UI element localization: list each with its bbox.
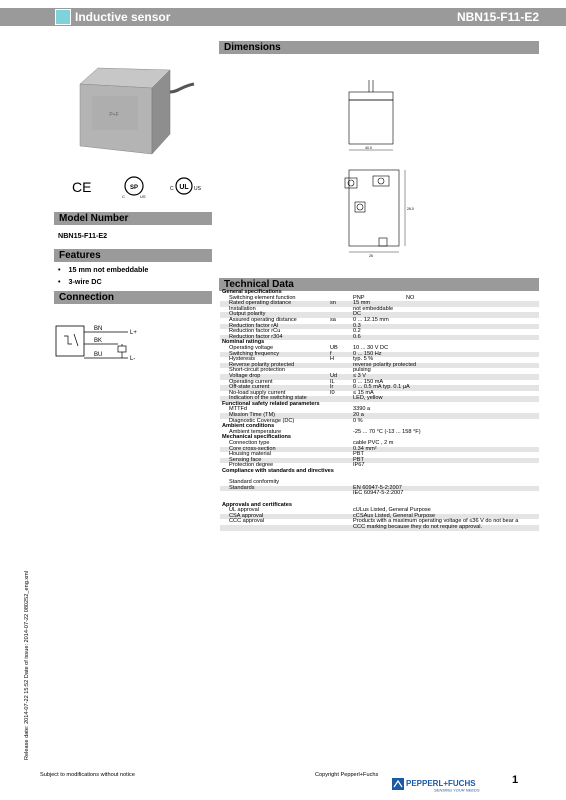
- wire-bu-label: BU: [94, 352, 103, 358]
- ce-mark-icon: [72, 179, 91, 195]
- tech-param: Operating voltage: [229, 344, 274, 351]
- tech-param: Protection degree: [229, 462, 274, 469]
- tech-value: 0 ... 150 Hz: [353, 350, 382, 357]
- tech-param: Reduction factor rCu: [229, 328, 281, 335]
- tech-value: ≤ 3 V: [353, 372, 367, 379]
- section-connection: Connection: [54, 291, 212, 304]
- section-model-number: Model Number: [54, 212, 212, 225]
- wire-bn-label: BN: [94, 326, 103, 332]
- tech-symbol: sa: [330, 316, 336, 323]
- tech-param: Standards: [229, 484, 255, 491]
- tech-value: CCC marking because they do not require approval.: [353, 523, 483, 530]
- tech-value: Products with a maximum operating voltage of ≤36 V do not bear a: [353, 518, 519, 525]
- tech-symbol: IL: [330, 378, 335, 385]
- ul-mark-icon: [170, 178, 202, 194]
- tech-param: Mission Time (TM): [229, 412, 275, 419]
- tech-value: PNP: [353, 294, 365, 301]
- tech-param: Output polarity: [229, 311, 266, 318]
- svg-text:US: US: [194, 186, 201, 192]
- tech-value: typ. 5 %: [353, 356, 374, 363]
- tech-symbol: f: [330, 350, 332, 357]
- tech-param: No-load supply current: [229, 389, 286, 396]
- tech-symbol: H: [330, 356, 335, 363]
- page-number: 1: [512, 774, 519, 786]
- tech-param: Reverse polarity protected: [229, 361, 295, 368]
- csa-mark-icon: [122, 177, 146, 199]
- tech-param: CCC approval: [229, 518, 265, 525]
- tech-symbol: UB: [330, 344, 338, 351]
- section-features: Features: [54, 249, 212, 262]
- svg-text:SP: SP: [129, 185, 139, 191]
- tech-value: DC: [353, 311, 362, 318]
- tech-param: CSA approval: [229, 512, 264, 519]
- tech-param: Housing material: [229, 451, 271, 458]
- footer-copyright: Copyright Pepperl+Fuchs: [315, 772, 379, 778]
- tech-value: 15 mm: [353, 300, 371, 307]
- sensor-product-image: [78, 62, 196, 162]
- tech-value: cULus Listed, General Purpose: [353, 507, 431, 514]
- tech-param: Voltage drop: [229, 372, 261, 379]
- tech-value: 10 ... 30 V DC: [353, 344, 389, 351]
- tech-value: 0 ... 150 mA: [353, 378, 384, 385]
- svg-text:P+F: P+F: [109, 112, 119, 118]
- tech-param: Core cross-section: [229, 445, 276, 452]
- tech-value: PBT: [353, 456, 364, 463]
- tech-header-label: Ambient conditions: [222, 423, 275, 430]
- tech-value: 0.6: [353, 333, 361, 340]
- header-bar: [0, 0, 566, 36]
- page-title: Inductive sensor: [75, 10, 171, 24]
- tech-value-extra: NO: [406, 294, 415, 301]
- tech-header-label: Mechanical specifications: [222, 434, 292, 441]
- tech-value: 0 ... 12.15 mm: [353, 316, 389, 323]
- tech-header-label: Approvals and certificates: [222, 501, 292, 508]
- feature-item: • 15 mm not embeddable: [58, 265, 148, 274]
- tech-value: 0 ... 0.5 mA typ. 0.1 µA: [353, 384, 410, 391]
- tech-param: Reduction factor r304: [229, 333, 283, 340]
- plus-label: L+: [130, 330, 137, 336]
- tech-value: IEC 60947-5-2:2007: [353, 490, 404, 497]
- tech-param: Indication of the switching state: [229, 395, 307, 402]
- tech-param: MTTFd: [229, 406, 248, 413]
- tech-symbol: sn: [330, 300, 336, 307]
- tech-value: PBT: [353, 451, 364, 458]
- tech-symbol: I0: [330, 389, 335, 396]
- tech-param: UL approval: [229, 507, 259, 514]
- model-number-value: NBN15-F11-E2: [58, 231, 108, 240]
- tech-row: [220, 525, 539, 531]
- svg-text:CE: CE: [72, 179, 92, 195]
- tech-value: 0.34 mm²: [353, 445, 377, 452]
- dim-height-label: 26.0: [407, 207, 414, 211]
- svg-text:C: C: [122, 194, 125, 199]
- dim-side-label: 26: [369, 254, 373, 258]
- tech-header-label: Nominal ratings: [222, 339, 265, 346]
- brand-name: PEPPERL+FUCHS: [406, 779, 476, 788]
- dim-width-label: 40.0: [365, 146, 372, 150]
- tech-param: Hysteresis: [229, 356, 256, 363]
- dimensions-drawing: [335, 78, 415, 258]
- tech-value: not embeddable: [353, 305, 394, 312]
- tech-symbol: Ud: [330, 372, 338, 379]
- tech-param: Reduction factor rAl: [229, 322, 279, 329]
- certification-marks: [70, 174, 210, 200]
- svg-text:US: US: [140, 194, 146, 199]
- tech-value: pulsing: [353, 367, 371, 374]
- part-number: NBN15-F11-E2: [456, 10, 539, 24]
- header-logo-square: [55, 9, 71, 25]
- tech-param: Short-circuit protection: [229, 367, 285, 374]
- section-technical-data: Technical Data: [219, 278, 539, 291]
- minus-label: L-: [130, 356, 136, 362]
- tech-param: Operating current: [229, 378, 273, 385]
- tech-param: Rated operating distance: [229, 300, 292, 307]
- tech-value: ≤ 15 mA: [353, 389, 374, 396]
- svg-text:UL: UL: [179, 184, 189, 191]
- tech-value: IP67: [353, 462, 365, 469]
- tech-value: 20 a: [353, 412, 364, 419]
- svg-text:C: C: [170, 186, 174, 192]
- tech-value: EN 60947-5-2:2007: [353, 484, 402, 491]
- tech-header-label: General specifications: [222, 289, 282, 295]
- tech-param: Standard conformity: [229, 479, 280, 486]
- tech-value: cCSAus Listed, General Purpose: [353, 512, 436, 519]
- tech-param: Diagnostic Coverage (DC): [229, 417, 295, 424]
- tech-header-label: Compliance with standards and directives: [222, 468, 334, 474]
- tech-symbol: Ir: [330, 384, 334, 391]
- features-list: [58, 265, 148, 289]
- tech-value: 0 %: [353, 417, 363, 424]
- tech-param: Installation: [229, 305, 256, 312]
- tech-value: -25 ... 70 °C (-13 ... 158 °F): [353, 428, 421, 435]
- tech-param: Ambient temperature: [229, 428, 282, 435]
- connection-diagram: [54, 318, 154, 366]
- tech-value: LED, yellow: [353, 395, 383, 402]
- tech-param: Connection type: [229, 440, 270, 447]
- tech-header-label: Functional safety related parameters: [222, 400, 320, 407]
- tech-param: Switching frequency: [229, 350, 280, 357]
- tech-value: cable PVC , 2 m: [353, 440, 394, 447]
- tech-value: 0.3: [353, 322, 361, 329]
- footer: [0, 768, 566, 800]
- tech-value: 0.2: [353, 328, 361, 335]
- section-dimensions: Dimensions: [219, 41, 539, 54]
- tech-value: reverse polarity protected: [353, 361, 417, 368]
- tech-param: Switching element function: [229, 294, 296, 301]
- tech-param: Off-state current: [229, 384, 270, 391]
- tech-param: Sensing face: [229, 456, 262, 463]
- technical-data-table: [220, 290, 539, 531]
- brand-tagline: SENSING YOUR NEEDS: [434, 787, 480, 792]
- footer-notice: Subject to modifications without notice: [40, 772, 135, 778]
- brand-logo: [392, 778, 512, 792]
- tech-param: Assured operating distance: [229, 316, 297, 323]
- release-note: Release date: 2014-07-22 15:52 Date of issue: 2014-07-22 080252_eng.xml: [24, 570, 30, 760]
- feature-item: • 3-wire DC: [58, 277, 148, 286]
- tech-value: 3390 a: [353, 406, 371, 413]
- wire-bk-label: BK: [94, 338, 103, 344]
